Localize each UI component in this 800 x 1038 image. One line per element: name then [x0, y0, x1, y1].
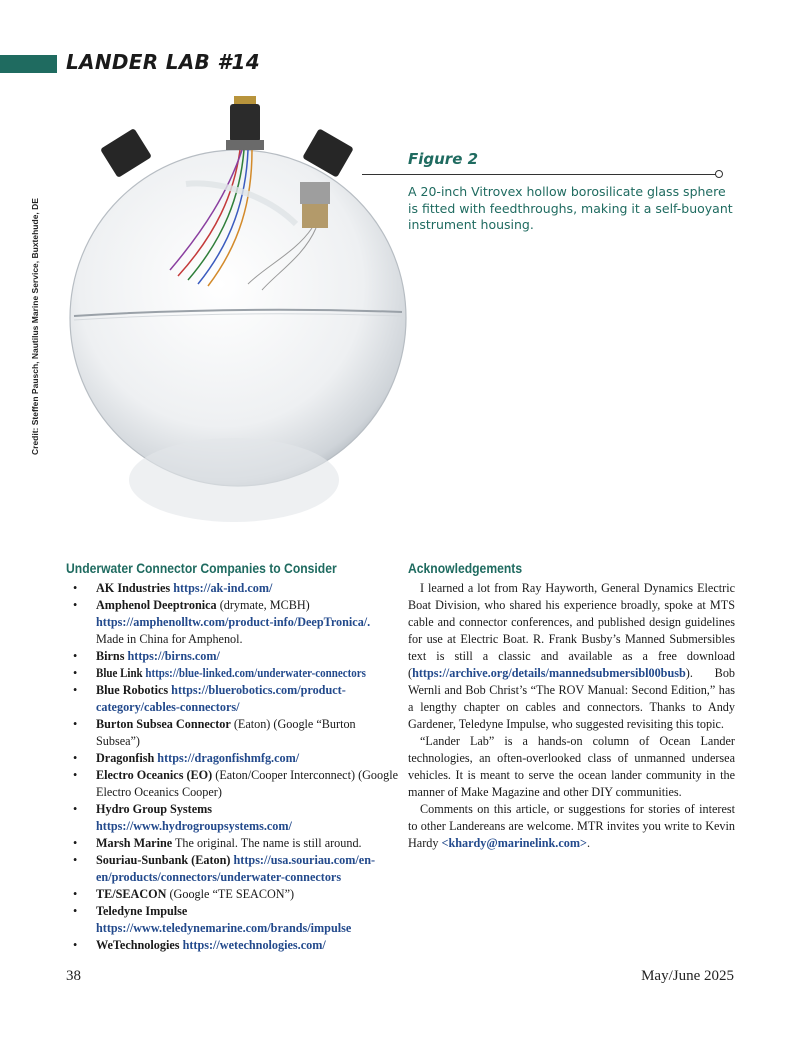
page-number: 38 [66, 968, 81, 984]
ack-paragraph-1 [408, 580, 735, 733]
company-note: The original. The name is still around. [174, 836, 362, 850]
company-name: Blue Robotics [96, 683, 169, 697]
ack-text: I learned a lot from Ray Hayworth, General Dynamics Electric Boat Division, who shared his experience broadly, spoke at MTS cable and connector conferences, and published design guidelines for use at Electric Boat. R. Frank Busby’s Manned Submersibles text is still a classic and available as a free download ( [408, 581, 735, 680]
company-note: (drymate, MCBH) [219, 598, 310, 612]
company-name: Blue Link [96, 666, 143, 680]
company-link[interactable]: https://usa.souriau.com/en-en/products/connectors/underwater-connectors [96, 853, 376, 884]
company-name: Teledyne Impulse [96, 904, 188, 918]
company-name: Burton Subsea Connector [96, 717, 231, 731]
company-name: Dragonfish [96, 751, 155, 765]
email-link[interactable]: <khardy@marinelink.com> [441, 836, 587, 850]
list-item [66, 937, 401, 954]
company-name: WeTechnologies [96, 938, 180, 952]
list-item [66, 682, 401, 716]
figure-rule-end-dot [715, 170, 723, 178]
list-item [66, 801, 401, 835]
page-title: LANDER LAB #14 [66, 50, 260, 74]
ack-text: . [586, 836, 590, 850]
company-link[interactable]: https://dragonfishmfg.com/ [157, 751, 300, 765]
ack-text: ). Bob Wernli and Bob Christ’s “The ROV Manual: Second Edition,” has a lengthy chapter on cables and connectors. Thanks to Andy Gardener, Teledyne Impulse, who suggested revisiting this topic. [408, 666, 735, 731]
list-item [66, 648, 401, 665]
figure-caption: A 20-inch Vitrovex hollow borosilicate glass sphere is fitted with feedthroughs, making it a self-buoyant instrument housing. [408, 184, 733, 232]
glass-sphere-photo [66, 84, 408, 554]
issue-date: May/June 2025 [641, 968, 734, 984]
company-name: TE/SEACON [96, 887, 167, 901]
figure-rule [362, 174, 716, 175]
company-name: AK Industries [96, 581, 171, 595]
photo-credit: Credit: Steffen Pausch, Nautilus Marine Service, Buxtehude, DE [30, 198, 40, 455]
list-item [66, 886, 401, 903]
company-link[interactable]: https://birns.com/ [127, 649, 220, 663]
company-link[interactable]: https://www.teledynemarine.com/brands/impulse [96, 921, 352, 935]
header-accent-bar [0, 55, 57, 73]
company-name: Electro Oceanics (EO) [96, 768, 213, 782]
company-name: Birns [96, 649, 125, 663]
company-name: Hydro Group Systems [96, 802, 213, 816]
company-link[interactable]: https://wetechnologies.com/ [182, 938, 326, 952]
company-link[interactable]: https://www.hydrogroupsystems.com/ [96, 819, 292, 833]
company-name: Marsh Marine [96, 836, 173, 850]
list-item [66, 903, 401, 937]
list-item [66, 665, 401, 682]
list-item [66, 750, 401, 767]
list-item [66, 835, 401, 852]
list-item [66, 597, 401, 648]
list-item [66, 767, 401, 801]
acknowledgements-body [408, 580, 735, 852]
company-note: (Eaton) (Google “Burton Subsea”) [96, 717, 356, 748]
company-link[interactable]: https://amphenolltw.com/product-info/DeepTronica/. [96, 615, 371, 629]
ack-paragraph-2: “Lander Lab” is a hands-on column of Ocean Lander technologies, an often-overlooked class of unmanned undersea vehicles. It is meant to serve the ocean lander community in the manner of Make Magazine and other DIY communities. [408, 734, 735, 799]
list-item [66, 716, 401, 750]
acknowledgements-heading: Acknowledgements [408, 561, 523, 576]
company-link[interactable]: https://blue-linked.com/underwater-connectors [145, 666, 366, 680]
figure-title: Figure 2 [408, 150, 479, 168]
companies-heading: Underwater Connector Companies to Consider [66, 561, 337, 576]
company-link[interactable]: https://bluerobotics.com/product-category/cables-connectors/ [96, 683, 346, 714]
list-item [66, 852, 401, 886]
archive-link[interactable]: https://archive.org/details/mannedsubmersibl00busb [412, 666, 686, 680]
list-item [66, 580, 401, 597]
ack-paragraph-3 [408, 801, 735, 852]
company-note-2: Made in China for Amphenol. [96, 632, 243, 646]
company-name: Souriau-Sunbank (Eaton) [96, 853, 231, 867]
company-note: (Eaton/Cooper Interconnect) (Google Electro Oceanics Cooper) [96, 768, 399, 799]
company-name: Amphenol Deeptronica [96, 598, 217, 612]
ack-text: Comments on this article, or suggestions for stories of interest to other Landereans are welcome. MTR invites you write to Kevin Hardy [408, 802, 735, 850]
companies-list [66, 580, 401, 954]
company-note: (Google “TE SEACON”) [169, 887, 295, 901]
company-link[interactable]: https://ak-ind.com/ [173, 581, 273, 595]
